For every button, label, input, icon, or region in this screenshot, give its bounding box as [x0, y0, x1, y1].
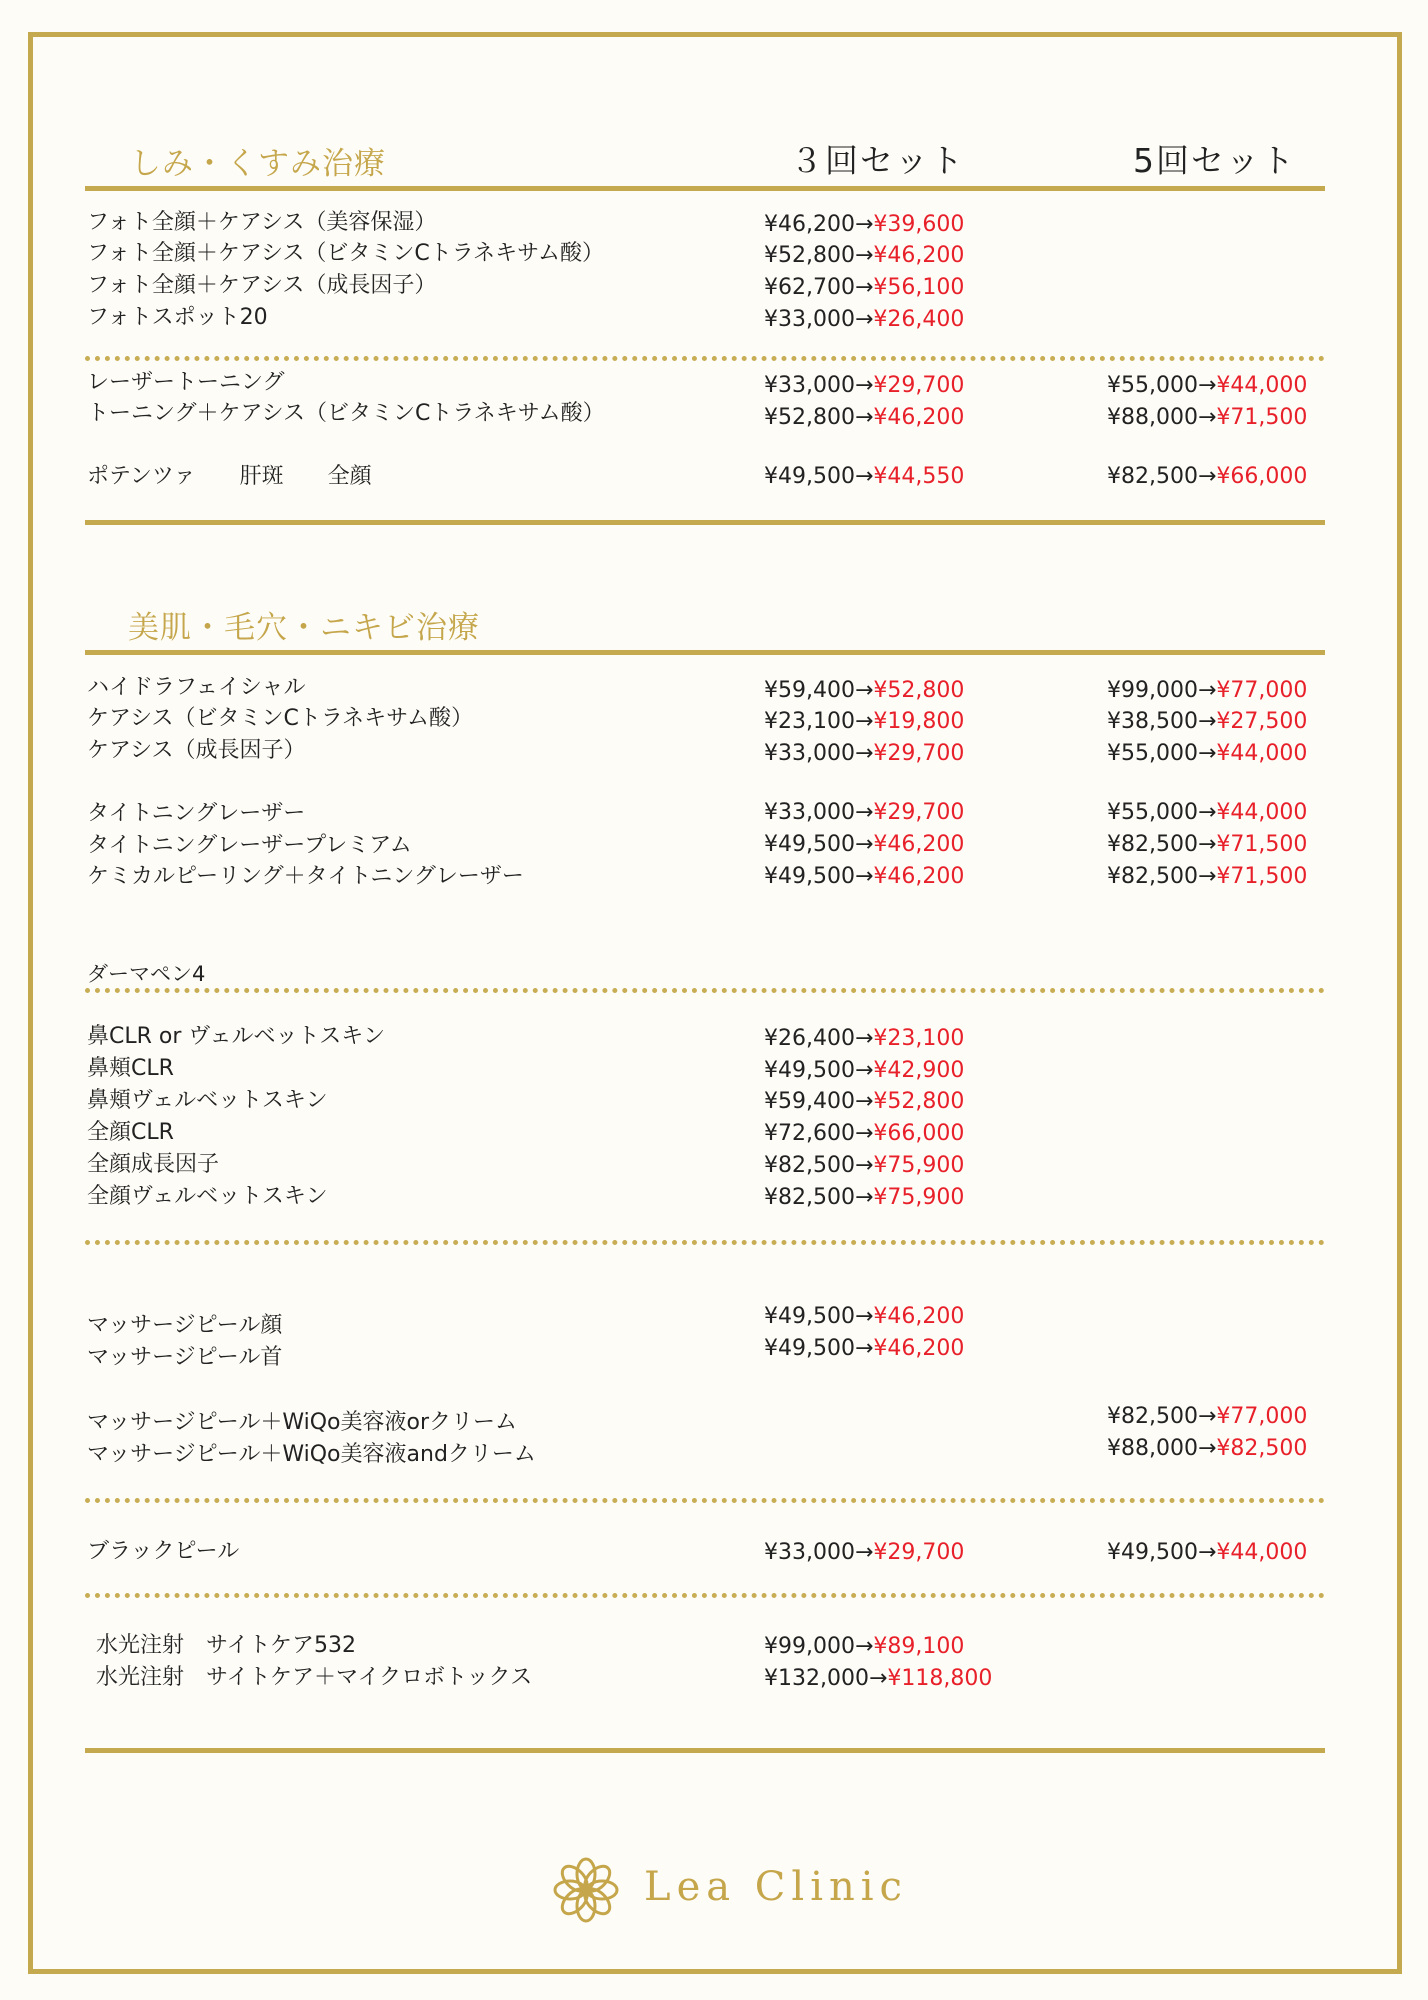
treatment-name: マッサージピール顔 — [87, 1313, 283, 1338]
dotted-divider — [85, 356, 1325, 361]
price-3-set: ¥49,500→¥42,900 — [764, 1058, 965, 1083]
treatment-name: フォトスポット20 — [87, 305, 268, 330]
price-3-set: ¥132,000→¥118,800 — [764, 1666, 993, 1691]
bottom-rule — [85, 1748, 1325, 1753]
column-header-3-sessions: ３回セット — [790, 141, 965, 180]
price-5-set: ¥49,500→¥44,000 — [1107, 1540, 1308, 1565]
price-5-set: ¥88,000→¥71,500 — [1107, 405, 1308, 430]
dotted-divider — [85, 1498, 1325, 1503]
price-3-set: ¥49,500→¥46,200 — [764, 1336, 965, 1361]
price-3-set: ¥82,500→¥75,900 — [764, 1185, 965, 1210]
price-3-set: ¥26,400→¥23,100 — [764, 1026, 965, 1051]
price-3-set: ¥59,400→¥52,800 — [764, 678, 965, 703]
flower-emblem-icon — [548, 1852, 624, 1928]
price-3-set: ¥99,000→¥89,100 — [764, 1634, 965, 1659]
treatment-name: 全顔成長因子 — [87, 1152, 220, 1177]
price-3-set: ¥62,700→¥56,100 — [764, 275, 965, 300]
price-3-set: ¥33,000→¥29,700 — [764, 373, 965, 398]
price-3-set: ¥33,000→¥29,700 — [764, 741, 965, 766]
price-3-set: ¥33,000→¥26,400 — [764, 307, 965, 332]
treatment-name: 水光注射 サイトケア＋マイクロボトックス — [96, 1665, 533, 1690]
treatment-name: 鼻CLR or ヴェルベットスキン — [87, 1024, 386, 1049]
price-5-set: ¥38,500→¥27,500 — [1107, 709, 1308, 734]
treatment-name: フォト全顔＋ケアシス（ビタミンCトラネキサム酸） — [87, 241, 604, 266]
treatment-name: タイトニングレーザー — [87, 801, 306, 826]
price-3-set: ¥49,500→¥46,200 — [764, 1304, 965, 1329]
price-3-set: ¥23,100→¥19,800 — [764, 709, 965, 734]
dotted-divider — [85, 988, 1325, 993]
price-5-set: ¥55,000→¥44,000 — [1107, 373, 1308, 398]
price-5-set: ¥82,500→¥66,000 — [1107, 464, 1308, 489]
section-title-skin: 美肌・毛穴・ニキビ治療 — [128, 610, 480, 646]
treatment-name: マッサージピール＋WiQo美容液orクリーム — [87, 1410, 518, 1435]
price-3-set: ¥72,600→¥66,000 — [764, 1121, 965, 1146]
treatment-name: フォト全顔＋ケアシス（美容保湿） — [87, 210, 437, 235]
subsection-label-dermapen: ダーマペン4 — [87, 962, 206, 986]
treatment-name: タイトニングレーザープレミアム — [87, 833, 412, 858]
treatment-name: ケアシス（成長因子） — [87, 738, 306, 763]
price-3-set: ¥59,400→¥52,800 — [764, 1089, 965, 1114]
price-3-set: ¥33,000→¥29,700 — [764, 800, 965, 825]
treatment-name: マッサージピール＋WiQo美容液andクリーム — [87, 1442, 536, 1467]
section-rule — [85, 520, 1325, 525]
price-3-set: ¥49,500→¥46,200 — [764, 832, 965, 857]
treatment-name: 全顔ヴェルベットスキン — [87, 1184, 328, 1209]
dotted-divider — [85, 1593, 1325, 1598]
price-3-set: ¥33,000→¥29,700 — [764, 1540, 965, 1565]
treatment-name: 鼻頬CLR — [87, 1056, 174, 1081]
price-3-set: ¥52,800→¥46,200 — [764, 405, 965, 430]
column-header-5-sessions: 5回セット — [1133, 141, 1296, 180]
clinic-name: Lea Clinic — [644, 1864, 908, 1910]
price-5-set: ¥99,000→¥77,000 — [1107, 678, 1308, 703]
price-3-set: ¥49,500→¥44,550 — [764, 464, 965, 489]
header-rule — [85, 186, 1325, 191]
dotted-divider — [85, 1240, 1325, 1245]
section2-header-rule — [85, 650, 1325, 655]
treatment-name: ハイドラフェイシャル — [87, 675, 306, 700]
price-3-set: ¥52,800→¥46,200 — [764, 243, 965, 268]
section-title-spots: しみ・くすみ治療 — [130, 146, 386, 182]
price-3-set: ¥82,500→¥75,900 — [764, 1153, 965, 1178]
treatment-name: ブラックピール — [87, 1539, 240, 1564]
treatment-name: マッサージピール首 — [87, 1345, 283, 1370]
price-5-set: ¥82,500→¥71,500 — [1107, 832, 1308, 857]
price-5-set: ¥82,500→¥77,000 — [1107, 1404, 1308, 1429]
treatment-name: ケアシス（ビタミンCトラネキサム酸） — [87, 706, 474, 731]
price-5-set: ¥55,000→¥44,000 — [1107, 800, 1308, 825]
treatment-name: 鼻頬ヴェルベットスキン — [87, 1088, 328, 1113]
treatment-name: レーザートーニング — [87, 370, 285, 395]
treatment-name: ケミカルピーリング＋タイトニングレーザー — [87, 864, 524, 889]
treatment-name: フォト全顔＋ケアシス（成長因子） — [87, 273, 437, 298]
treatment-name: ポテンツァ 肝斑 全顔 — [87, 464, 372, 489]
clinic-logo — [548, 1852, 908, 1932]
price-3-set: ¥46,200→¥39,600 — [764, 212, 965, 237]
treatment-name: トーニング＋ケアシス（ビタミンCトラネキサム酸） — [87, 401, 605, 426]
price-5-set: ¥82,500→¥71,500 — [1107, 864, 1308, 889]
treatment-name: 水光注射 サイトケア532 — [96, 1633, 357, 1658]
price-3-set: ¥49,500→¥46,200 — [764, 864, 965, 889]
treatment-name: 全顔CLR — [87, 1120, 174, 1145]
price-5-set: ¥55,000→¥44,000 — [1107, 741, 1308, 766]
price-5-set: ¥88,000→¥82,500 — [1107, 1436, 1308, 1461]
